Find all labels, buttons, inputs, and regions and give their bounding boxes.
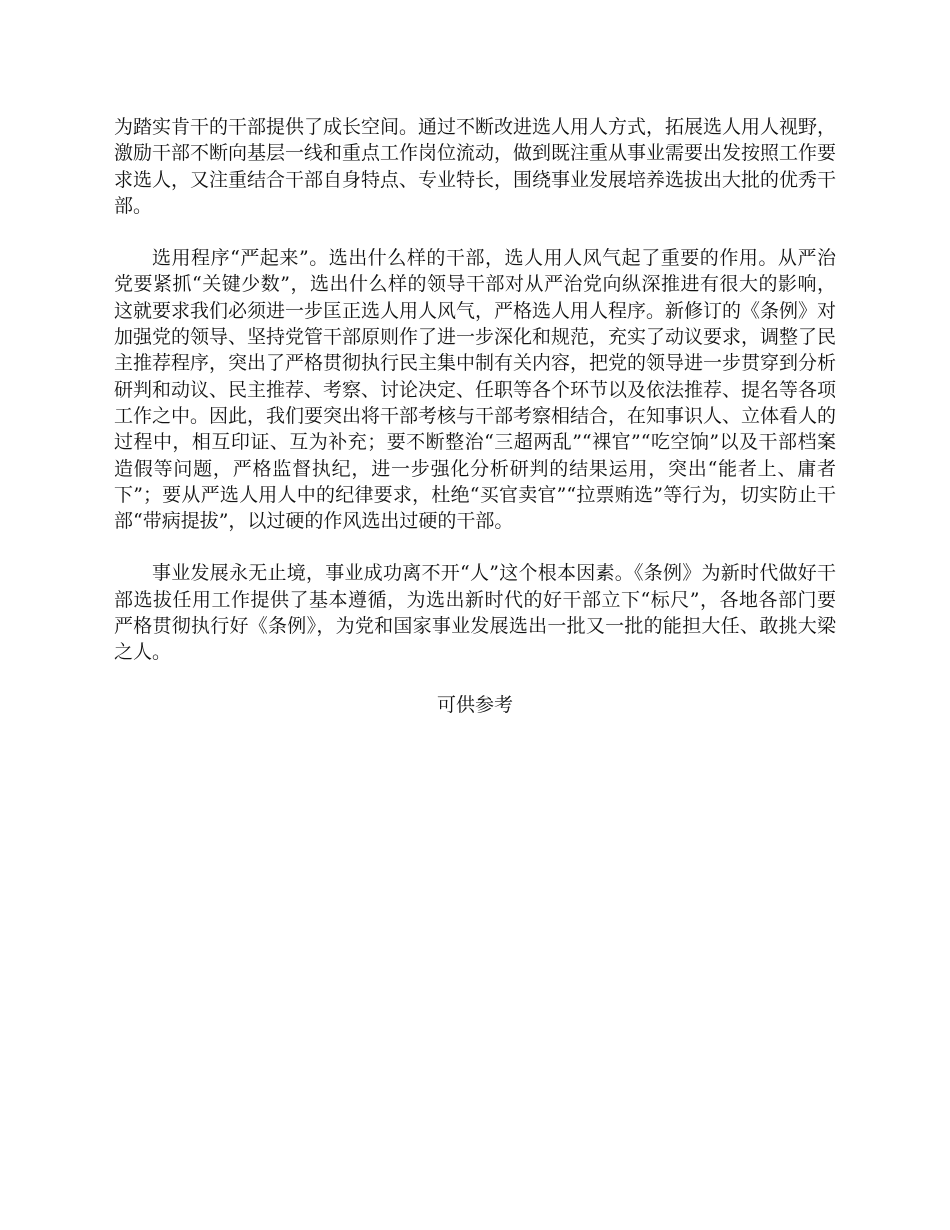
paragraph-2: 选用程序“严起来”。选出什么样的干部，选人用人风气起了重要的作用。从严治党要紧抓“关键少数”，选出什么样的领导干部对从严治党向纵深推进有很大的影响，这就要求我们必须进一步匡正选人用人风气，严格选人用人程序。新修订的《条例》对加强党的领导、坚持党管干部原则作了进一步深化和规范，充实了动议要求，调整了民主推荐程序，突出了严格贯彻执行民主集中制有关内容，把党的领导进一步贯穿到分析研判和动议、民主推荐、考察、讨论决定、任职等各个环节以及依法推荐、提名等各项工作之中。因此，我们要突出将干部考核与干部考察相结合，在知事识人、立体看人的过程中，相互印证、互为补充；要不断整治“三超两乱”“裸官”“吃空饷”以及干部档案造假等问题，严格监督执纪，进一步强化分析研判的结果运用，突出“能者上、庸者下”；要从严选人用人中的纪律要求，杜绝“买官卖官”“拉票贿选”等行为，切实防止干部“带病提拔”，以过硬的作风选出过硬的干部。 <box>114 247 837 533</box>
paragraph-3: 事业发展永无止境，事业成功离不开“人”这个根本因素。《条例》为新时代做好干部选拔任用工作提供了基本遵循，为选出新时代的好干部立下“标尺”，各地各部门要严格贯彻执行好《条例》，为党和国家事业发展选出一批又一批的能担大任、敢挑大梁之人。 <box>114 562 836 664</box>
footer-note: 可供参考 <box>436 693 513 716</box>
paragraph-1: 为踏实肯干的干部提供了成长空间。通过不断改进选人用人方式，拓展选人用人视野，激励干部不断向基层一线和重点工作岗位流动，做到既注重从事业需要出发按照工作要求选人，又注重结合干部自身特点、专业特长，围绕事业发展培养选拔出大批的优秀干部。 <box>114 116 837 217</box>
document-body <box>114 114 836 718</box>
